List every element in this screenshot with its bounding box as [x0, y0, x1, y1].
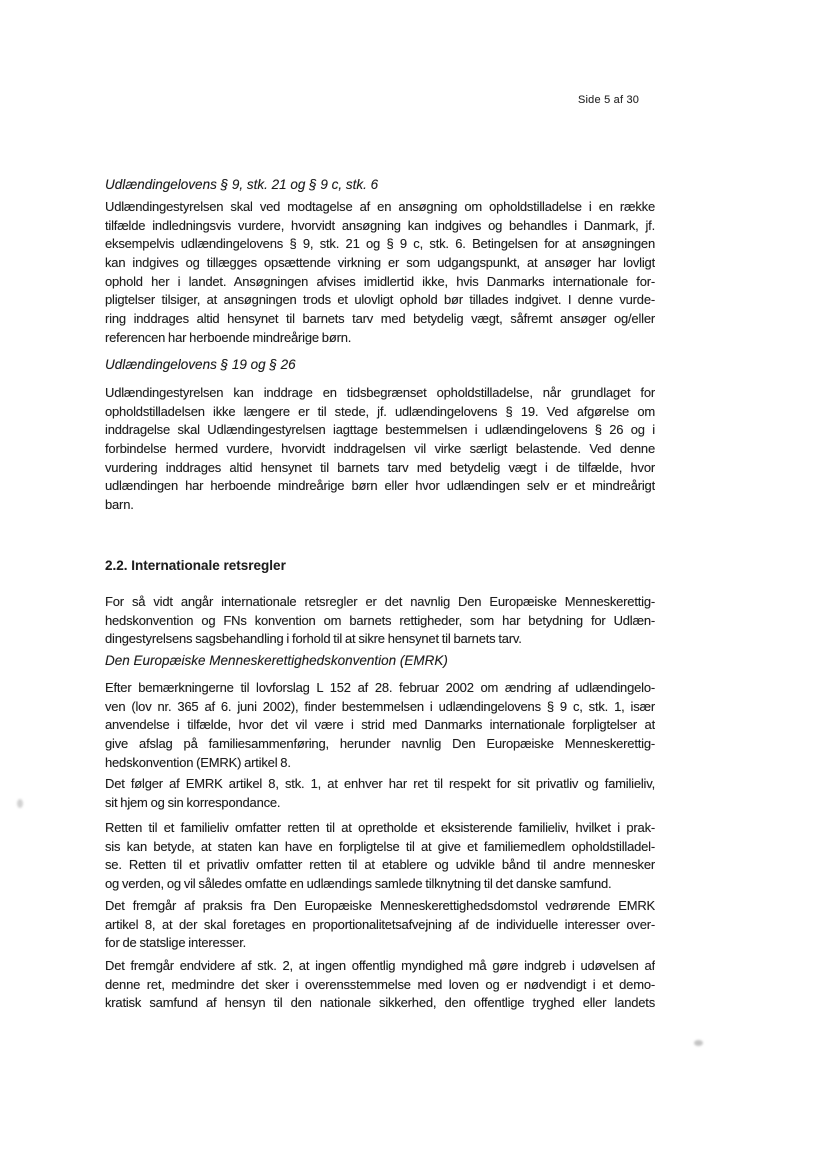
emrk-heading: Den Europæiske Menneskerettighedskonvention (EMRK)	[105, 653, 448, 668]
text-line: kan indgives og tillægges opsættende virkning er som udgangspunkt, at ansøger har lovligt	[105, 255, 655, 271]
text-line: og verden, og vil således omfatte en udlændings samlede tilknytning til det danske samfund.	[105, 876, 612, 892]
text-line: Efter bemærkningerne til lovforslag L 152 af 28. februar 2002 om ændring af udlændingelo-	[105, 680, 655, 695]
text-line: se. Retten til et privatliv omfatter retten til at etablere og udvikle bånd til andre mennesker	[105, 857, 655, 873]
text-line: referencen har herboende mindreårige børn.	[105, 329, 352, 345]
text-line: ophold her i landet. Ansøgningen afvises imidlertid ikke, hvis Danmarks internationale for-	[105, 273, 655, 289]
text-line: eksempelvis udlændingelovens § 9, stk. 21 og § 9 c, stk. 6. Betingelsen for at ansøgningen	[105, 236, 655, 252]
paragraph-8	[105, 957, 655, 1013]
text-line: hedskonvention (EMRK) artikel 8.	[105, 754, 291, 770]
text-line: forbindelse hermed vurdere, hvorvidt inddragelsen vil virke særligt belastende. Ved denne	[105, 441, 655, 457]
text-line: vurdering inddrages altid hensynet til barnets tarv med betydelig vægt i de tilfælde, hvor	[105, 459, 655, 475]
scan-smudge-artifact	[694, 1040, 703, 1046]
text-line: artikel 8, at der skal foretages en proportionalitetsafvejning af de individuelle interesser over-	[105, 916, 655, 932]
text-line: anvendelse i tilfælde, hvor det vil være i strid med Danmarks internationale forpligtelser at	[105, 717, 655, 733]
text-line: dingestyrelsens sagsbehandling i forhold til at sikre hensynet til barnets tarv.	[105, 631, 522, 647]
text-line: barn.	[105, 497, 134, 513]
paragraph-4	[105, 679, 655, 772]
scan-smudge-artifact	[17, 799, 23, 808]
paragraph-1	[105, 198, 655, 348]
text-line: inddragelse skal Udlændingestyrelsen iagttage bestemmelsen i udlændingelovens § 26 og i	[105, 422, 655, 438]
page-number: Side 5 af 30	[578, 94, 640, 106]
text-line: kratisk samfund af hensyn til den nationale sikkerhed, den offentlige tryghed eller landets	[105, 995, 655, 1011]
text-line: sit hjem og sin korrespondance.	[105, 794, 281, 810]
paragraph-3	[105, 593, 655, 649]
text-line: ven (lov nr. 365 af 6. juni 2002), finder bestemmelsen i udlændingelovens § 9 c, stk. 1, især	[105, 698, 655, 714]
text-line: pligtelser tilsiger, at ansøgningen trods et ulovligt ophold bør tillades indgivet. I denne vurde-	[105, 292, 655, 308]
text-line: denne ret, medmindre det sker i overensstemmelse med loven og er nødvendigt i et demo-	[105, 976, 655, 992]
text-line: Det følger af EMRK artikel 8, stk. 1, at enhver har ret til respekt for sit privatliv og familieliv,	[105, 776, 655, 791]
text-line: Det fremgår endvidere af stk. 2, at ingen offentlig myndighed må gøre indgreb i udøvelsen af	[105, 958, 655, 973]
text-line: for de statslige interesser.	[105, 935, 247, 951]
text-line: give afslag på familiesammenføring, herunder navnlig Den Europæiske Menneskerettig-	[105, 736, 655, 752]
paragraph-6	[105, 819, 655, 894]
law-ref-heading-19-26: Udlændingelovens § 19 og § 26	[105, 357, 296, 372]
law-ref-heading-9: Udlændingelovens § 9, stk. 21 og § 9 c, stk. 6	[105, 177, 379, 192]
text-line: opholdstilladelsen ikke længere er til stede, jf. udlændingelovens § 19. Ved afgørelse om	[105, 403, 655, 419]
text-line: tilfælde indledningsvis vurdere, hvorvidt ansøgning kan indgives og behandles i Danmark, jf.	[105, 217, 655, 233]
text-line: ring inddrages altid hensynet til barnets tarv med betydelig vægt, såfremt ansøger og/eller	[105, 311, 655, 327]
text-line: sis kan betyde, at staten kan have en forpligtelse til at give et familiemedlem opholdstilladel-	[105, 838, 655, 854]
text-line: Udlændingestyrelsen kan inddrage en tidsbegrænset opholdstilladelse, når grundlaget for	[105, 385, 655, 400]
text-line: Udlændingestyrelsen skal ved modtagelse af en ansøgning om opholdstilladelse i en række	[105, 199, 655, 214]
paragraph-5	[105, 775, 655, 812]
paragraph-7	[105, 897, 655, 953]
text-line: For så vidt angår internationale retsregler er det navnlig Den Europæiske Menneskerettig-	[105, 594, 655, 609]
text-line: hedskonvention og FNs konvention om barnets rettigheder, som har betydning for Udlæn-	[105, 612, 655, 628]
text-line: Retten til et familieliv omfatter retten til at opretholde et eksisterende familieliv, hvilket i prak-	[105, 820, 655, 835]
section-heading-2-2: 2.2. Internationale retsregler	[105, 558, 286, 573]
text-line: udlændingen har herboende mindreårige børn eller hvor udlændingen selv er et mindreårigt	[105, 478, 655, 494]
paragraph-2	[105, 384, 655, 515]
text-line: Det fremgår af praksis fra Den Europæiske Menneskerettighedsdomstol vedrørende EMRK	[105, 898, 655, 913]
